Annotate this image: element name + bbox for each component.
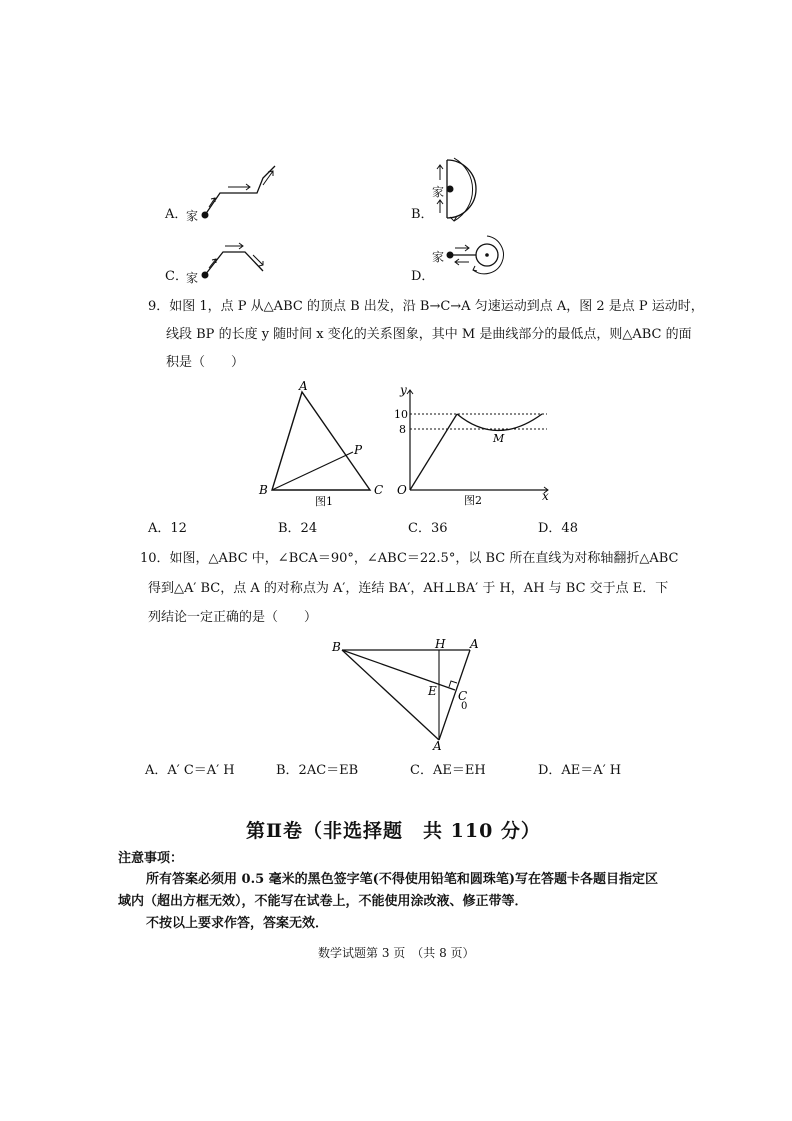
q9-fig1-label-a: A (299, 379, 308, 393)
q9-option-b: B．24 (278, 521, 318, 536)
q9-fig1-label-b: B (259, 483, 268, 497)
q9-stem-line1: 9．如图 1，点 P 从△ABC 的顶点 B 出发，沿 B→C→A 匀速运动到点 A，图 2 是点 P 运动时， (148, 299, 704, 314)
q9-option-d: D．48 (538, 521, 578, 536)
q9-fig2-label-m: M (493, 432, 505, 445)
q9-fig2-tick-8: 8 (399, 423, 406, 436)
q10-fig-label-a-top: A (470, 637, 479, 651)
q10-fig-label-c: C (458, 689, 468, 703)
q8-option-b-figure (430, 155, 490, 225)
q8-option-a-label: A． (165, 207, 188, 222)
q10-fig-label-c-sub: 0 (461, 701, 468, 712)
q9-stem-line2: 线段 BP 的长度 y 随时间 x 变化的关系图象，其中 M 是曲线部分的最低点，则△ABC 的面 (166, 327, 692, 342)
q9-fig2-origin: O (397, 483, 407, 497)
q10-stem-line2: 得到△A′ BC，点 A 的对称点为 A′，连结 BA′，AH⊥BA′ 于 H，AH 与 BC 交于点 E．下 (148, 581, 669, 596)
q8-option-a-figure (195, 158, 285, 228)
q8-option-a-home: 家 (186, 209, 199, 223)
q10-figure (330, 636, 490, 756)
q10-stem-line1: 10．如图，△ABC 中，∠BCA＝90°，∠ABC＝22.5°，以 BC 所在直线为对称轴翻折△ABC (140, 551, 679, 566)
q9-option-a: A．12 (148, 521, 187, 536)
q9-fig2-axis-y: y (400, 383, 407, 397)
notice-label: 注意事项： (118, 851, 184, 866)
q9-fig1-label-c: C (374, 483, 384, 497)
q8-option-c-figure (195, 235, 275, 285)
q9-stem-line3: 积是（ ） (166, 355, 245, 370)
q8-option-c-home: 家 (186, 271, 199, 285)
q10-option-d: D．AE＝A′ H (538, 763, 622, 778)
q8-option-d-home: 家 (432, 250, 445, 264)
q9-fig2-tick-10: 10 (394, 408, 408, 421)
q10-fig-label-h: H (435, 637, 446, 651)
q9-fig1-caption: 图1 (315, 495, 333, 508)
notice-line-2: 域内（超出方框无效），不能写在试卷上，不能使用涂改液、修正带等． (118, 894, 528, 909)
q10-fig-label-e: E (428, 684, 437, 698)
q10-stem-line3: 列结论一定正确的是（ ） (148, 610, 318, 625)
q9-fig1-label-p: P (354, 443, 363, 457)
page-footer: 数学试题第 3 页 （共 8 页） (318, 946, 475, 960)
q10-option-b: B．2AC＝EB (276, 763, 359, 778)
section-2-title: 第Ⅱ卷（非选择题 共 110 分） (246, 820, 541, 842)
notice-line-3: 不按以上要求作答，答案无效． (146, 916, 329, 931)
q9-option-c: C．36 (408, 521, 448, 536)
notice-line-1: 所有答案必须用 0.5 毫米的黑色签字笔(不得使用铅笔和圆珠笔)写在答题卡各题目指定区 (146, 872, 658, 887)
q8-option-d-label: D． (411, 269, 435, 284)
q9-figure-2 (392, 382, 557, 507)
q9-figure-1 (255, 380, 395, 510)
q8-option-b-label: B． (411, 207, 434, 222)
q10-option-c: C．AE＝EH (410, 763, 486, 778)
q9-fig2-axis-x: x (542, 489, 549, 503)
q10-option-a: A．A′ C＝A′ H (145, 763, 235, 778)
q8-option-d-figure (445, 232, 525, 284)
q8-option-b-home: 家 (432, 185, 445, 199)
q10-fig-label-b: B (332, 640, 341, 654)
q10-fig-label-a-bottom: A (433, 739, 442, 753)
q9-fig2-caption: 图2 (464, 494, 482, 507)
q8-option-c-label: C． (165, 269, 188, 284)
